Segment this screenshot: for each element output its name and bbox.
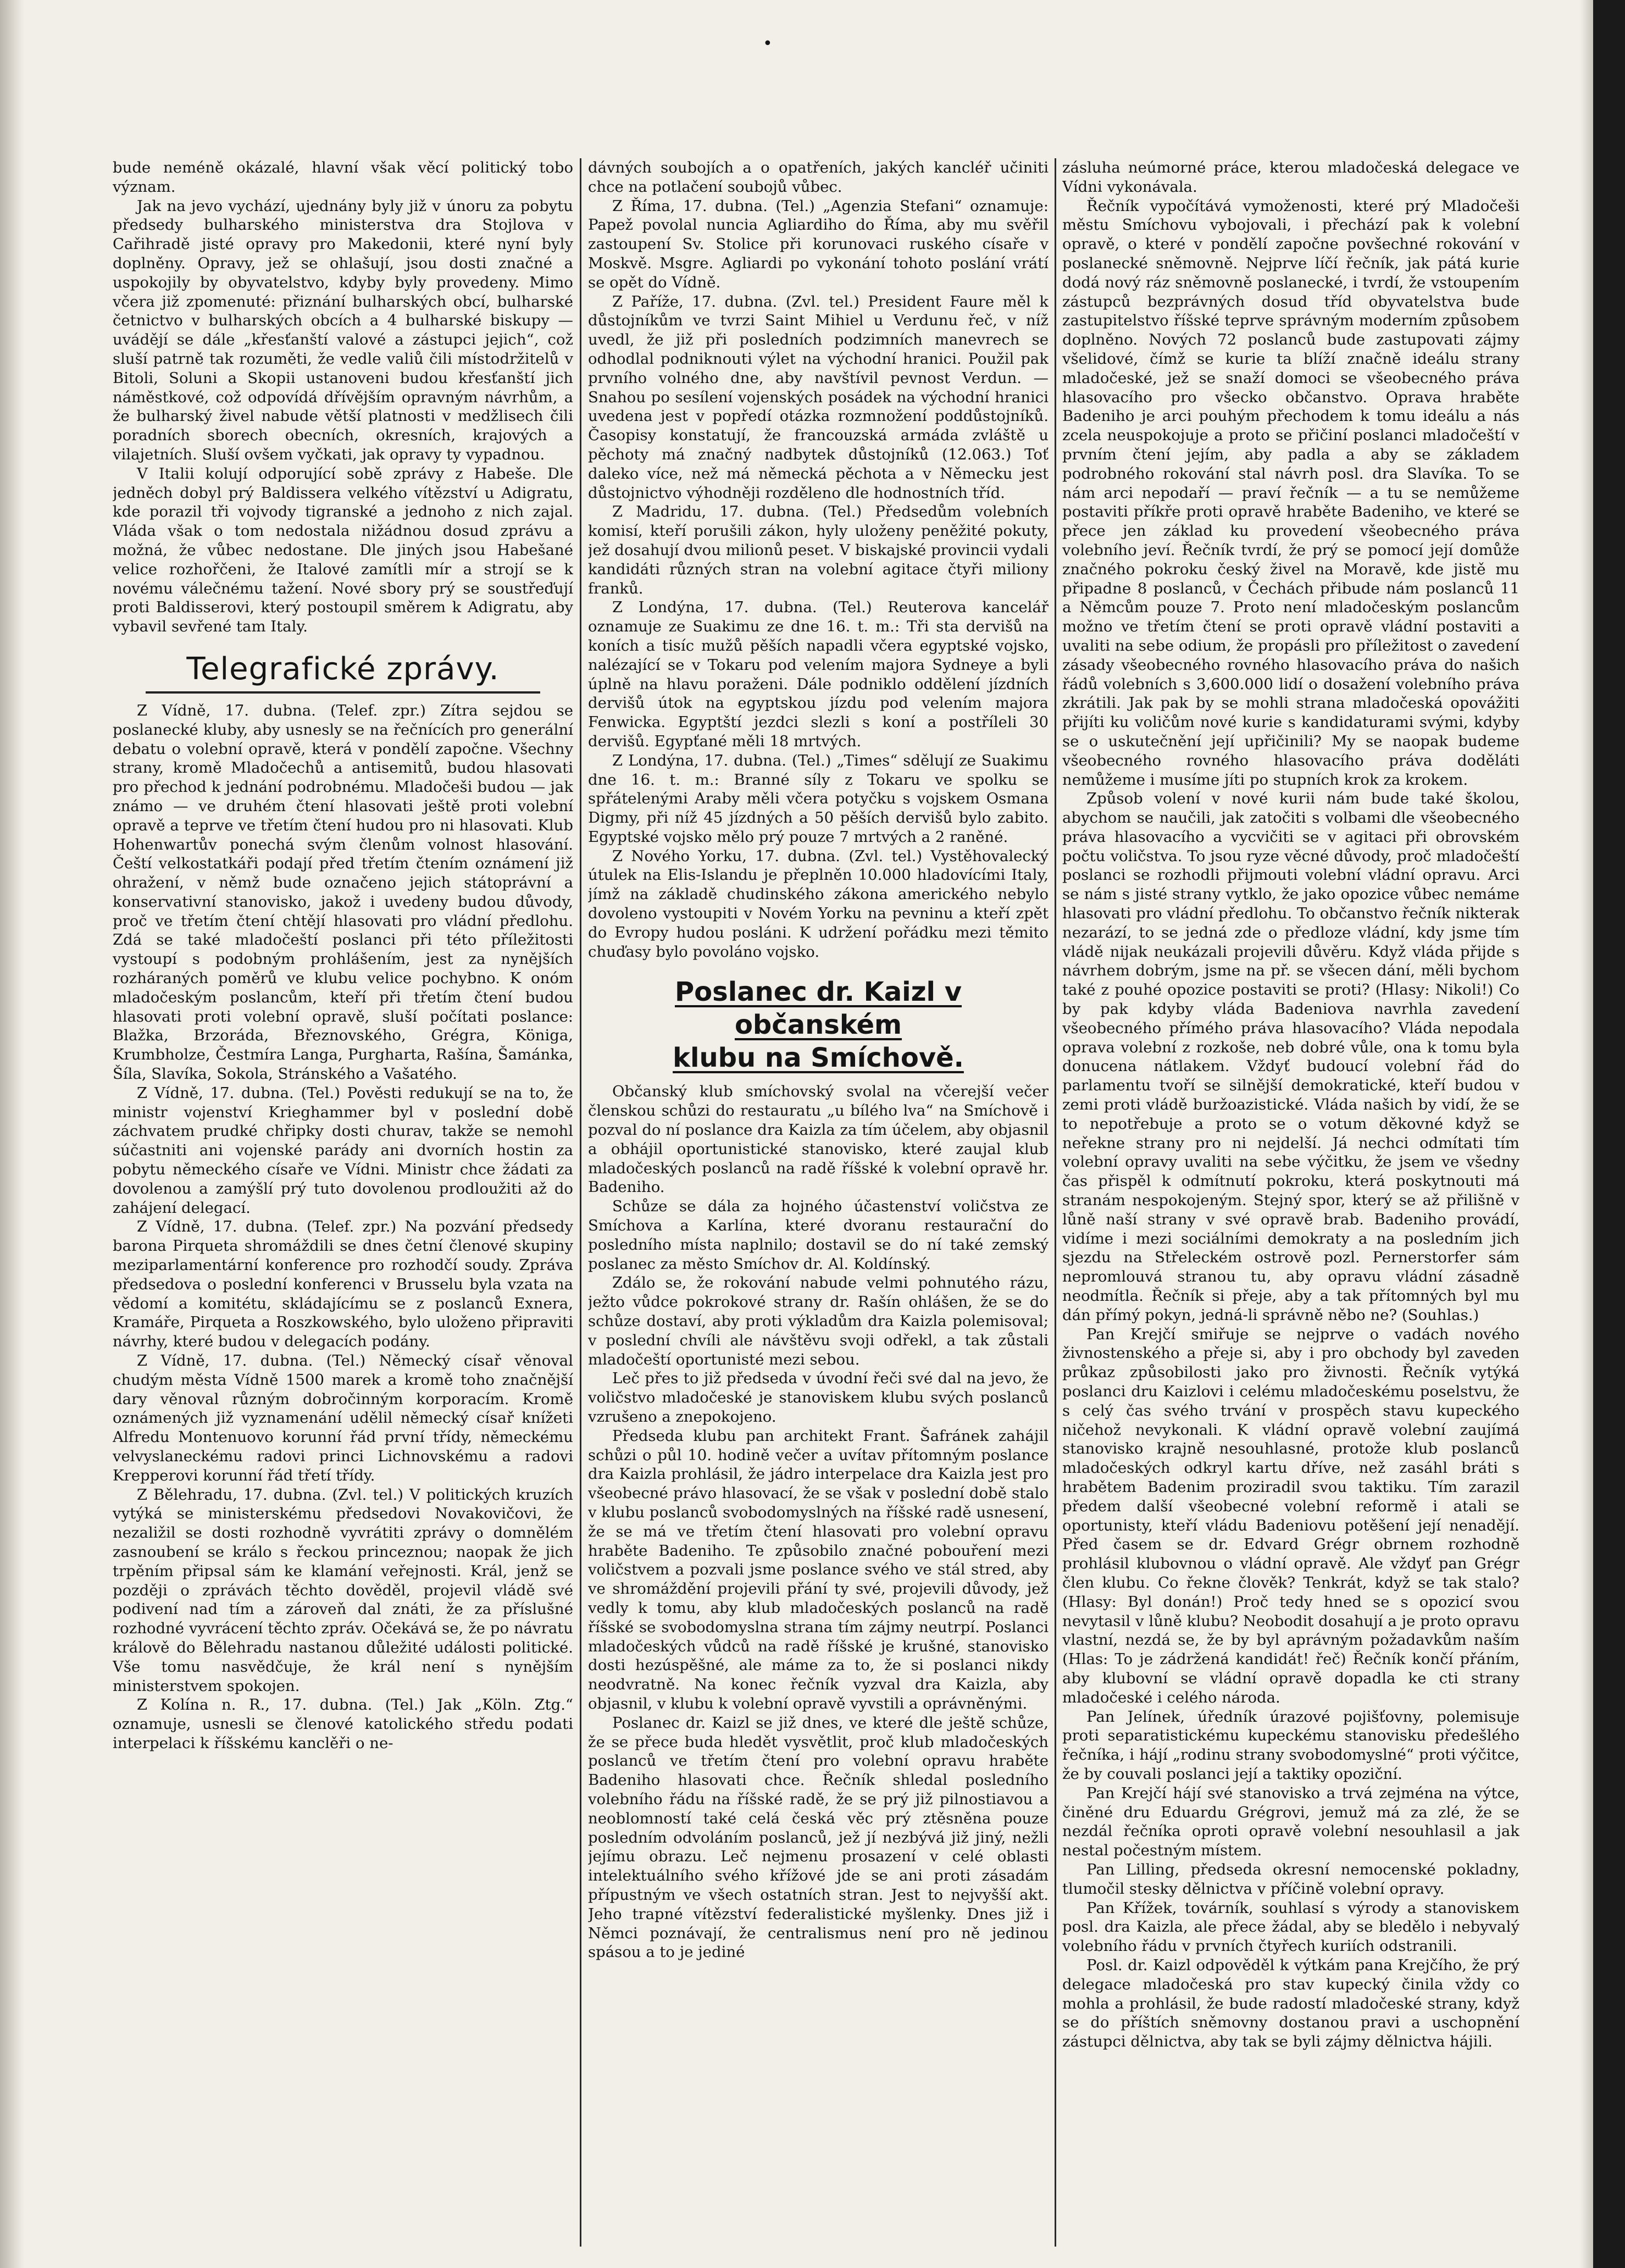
paragraph: V Italii kolují odporující sobě zprávy z Habeše. Dle jedněch dobyl prý Baldissera velkého vítězství u Adigratu, kde porazil tři vojvody tigranské a jednoho z nich zajal. Vláda však o tom nedostala nižádnou dosud zprávu a možná, že vůbec nedostane. Dle jiných jsou Habešané velice rozhořčeni, že Italové zamítli mír a strojí se k novému válečnému tažení. Nové sbory prý se soustřeďují proti Baldisserovi, který postoupil směrem k Adigratu, aby vybavil sevřené tam Italy. [113, 464, 573, 636]
column-3 [1062, 158, 1519, 2247]
telegram: Z Londýna, 17. dubna. (Tel.) Reuterova kancelář oznamuje ze Suakimu ze dne 16. t. m.: Tři sta dervišů na koních a tisíc mužů pěších napadli včera egyptské vojsko, nalézající se v Tokaru pod velením majora Sydneye a byli úplně na hlavu poraženi. Dále podniklo oddělení jízdních dervišů útok na egyptskou jízdu pod velením majora Fenwicka. Egyptští jezdci slezli s koní a postříleli 30 dervišů. Egypťané měli 18 mrtvých. [588, 598, 1049, 750]
paragraph: Schůze se dála za hojného účastenství voličstva ze Smíchova a Karlína, které dvoranu restaurační do posledního místa naplnilo; dostavil se do ní také zemský poslanec za město Smíchov dr. Al. Koldínský. [588, 1197, 1049, 1273]
top-mark: • [763, 34, 773, 53]
paragraph: Poslanec dr. Kaizl se již dnes, ve které dle ještě schůze, že se přece buda hledět vysvětlit, proč klub mladočeských poslanců ve třetím čtení pro volební opravu hraběte Badeniho hlasovati chce. Řečník shledal posledního volebního řádu na říšské radě, že se prý již pilnostiavou a neoblomností také celá česká věc prý ztěsněna pouze posledním odvoláním poslanců, jež jí nezbývá již jiný, nežli jejímu obrazu. Leč nejmenu prosazení v celé oblasti intelektuálního svého křížové jde se ani proti zásadám přípustným ve všech ostatních stran. Jest to nejvyšší akt. Jeho trapné vítězství federalistické myšlenky. Dnes již i Němci poznávají, že centralismus není pro ně jedinou spásou a to je jediné [588, 1714, 1049, 1961]
article-title [588, 975, 1049, 1074]
telegram: Z Říma, 17. dubna. (Tel.) „Agenzia Stefani“ oznamuje: Papež povolal nuncia Agliardiho do Říma, aby mu svěřil zastoupení Sv. Stolice při korunovaci ruského císaře v Moskvě. Msgre. Agliardi po vykonání tohoto poslání vrátí se opět do Vídně. [588, 197, 1049, 291]
paragraph: Pan Jelínek, úředník úrazové pojišťovny, polemisuje proti separatistickému kupeckému stanovisku předešlého řečníka, i hájí „rodinu strany svobodomyslné“ proti výčitce, že by couvali poslanci její a taktiky opoziční. [1062, 1707, 1519, 1783]
column-2 [588, 158, 1049, 2247]
telegram: Z Bělehradu, 17. dubna. (Zvl. tel.) V politických kruzích vytýká se ministerskému předsedovi Novakovičovi, že nezaližil se dosti rozhodně vyvrátiti zprávy o domnělém zasnoubení se králo s řeckou princeznou; naopak že jich trpěním připsal sám ke klamání veřejnosti. Král, jenž se později o zprávách těchto dověděl, projevil vládě své podivení nad tím a zároveň dal znáti, že za příslušné rozhodné vyvrácení těchto zpráv. Očekává se, že po návratu králově do Bělehradu nastanou důležité události politické. Vše tomu nasvědčuje, že král není s nynějším ministerstvem spokojen. [113, 1485, 573, 1695]
paragraph: Zdálo se, že rokování nabude velmi pohnutého rázu, ježto vůdce pokrokové strany dr. Rašín ohlášen, že se do schůze dostaví, aby proti výkladům dra Kaizla polemisoval; v poslední chvíli ale návštěvu svoji odřekl, a tak zůstali mladočeští oportunisté mezi sebou. [588, 1274, 1049, 1368]
paragraph: dávných soubojích a o opatřeních, jakých kancléř učiniti chce na potlačení soubojů vůbec. [588, 159, 1049, 196]
paragraph: Předseda klubu pan architekt Frant. Šafránek zahájil schůzi o půl 10. hodině večer a uvítav přítomným poslance dra Kaizla prohlásil, že jádro interpelace dra Kaizla jest pro všeobecné právo hlasovací, že se však v poslední době stalo v klubu poslanců svobodomyslných na říšské radě usnesení, že se má ve třetím čtení hlasovati pro volební opravu hraběte Badeniho. Te způsobilo značné pobouření mezi voličstvem a pozvali jsme poslance svého ve stál stred, aby ve shromáždění projevili přání ty své, projevili důvody, jež vedly k tomu, aby klub mladočeských poslanců na radě říšské se svobodomyslna strana tím zájmy neutrpí. Poslanci mladočeských vůdců na radě říšské je krušné, stanovisko dosti hezúspěšné, ale máme za to, že si poslanci nikdy neodvratně. Na konec řečník vyzval dra Kaizla, aby objasnil, v klubu k volební opravě vyvstili a oprávněnými. [588, 1427, 1049, 1712]
newspaper-page [113, 158, 1519, 2247]
paragraph: Způsob volení v nové kurii nám bude také školou, abychom se naučili, jak zatočiti s volbami dle všeobecného práva hlasovacího a vycvičiti se v agitaci při obrovském počtu voličstva. To jsou ryze věcné důvody, proč mladočeští poslanci se rozhodli přijmouti volební vládní opravu. Arci se nám s jisté strany vytklo, že jako opozice vůbec nemáme hlasovati pro vládní předlohu. To občanstvo řečník nikterak nezarází, to se jedná zde o předloze vládní, kdy jsme tím vládě nijak neukázali projevili důvěru. Když vláda přijde s návrhem dobrým, jsme na př. se všecen dání, měli bychom také z pouhé opozice postaviti se proti? (Hlasy: Nikoli!) Co by pak kdyby vláda Badeniova navrhla zavedení všeobecného přímého práva hlasovacího? Vláda nepodala oprava volební z rozkoše, neb dobré vůle, ona k tomu byla donucena nátlakem. Vždyť budoucí volební řád do parlamentu tvoří se silnější demokratické, kteří budou v zemi proti vládě buržoazistické. Vláda našich by vidí, že se to nepotřebuje a proto se o votum děkovné když se neřekne strany pro ni nejdelší. Já nechci odmítati tím volební opravy uvaliti na sebe výčitku, že jsem ve všedny čas přispěl k odmítnutí pokroku, která poskytnouti má stranám nespokojeným. Stejný spor, který se až přilišně v lůně naší strany v své opravě brab. Badeniho provádí, vidíme i mezi sociálními demokraty a na posledním jich sjezdu na Střeleckém ostrově pozl. Pernerstorfer sám nepromlouvá stranou tu, aby opravu vládní zásadně neodmítla. Řečník si přeje, aby a tak přítomných byl mu dán přímý pokyn, jedná-li správně něbo ne? (Souhlas.) [1062, 790, 1519, 1324]
paragraph: Pan Krejčí smiřuje se nejprve o vadách nového živnostenského a přeje si, aby i pro obchody byl zaveden průkaz způsobilosti jako pro živnosti. Řečník vytýká poslanci dru Kaizlovi i celému mladočeskému poselstvu, že s celý čas svého trvání v prospěch stavu kupeckého ničehož nevykonali. K vládní opravě volební zaujímá stanovisko krajně nesouhlasné, protože klub poslanců mladočeských odkryl kartu dříve, než zasáhl bráti s hrabětem Badenim proziradil svou taktiku. Tím zarazil předem další všeobecné volební reformě i atali se oportunisty, kteří vládu Badeniovu potěšení její nenadějí. Před časem se dr. Edvard Grégr obrnem rozhodně prohlásil klubovnou o vládní opravě. Ale vždyť pan Grégr člen klubu. Co řekne člověk? Tenkrát, když se tak stalo? (Hlasy: Byl donán!) Proč tedy hned se s opozicí svou nevytasil v lůně klubu? Neobodit dosahují a je proto opravu vlastní, nezdá se, že by byl aprávným požadavkům naším (Hlas: To je zádržená kandidát! řeč) Řečník končí přáním, aby klubovní se vládní opravě dopadla ke cti strany mladočeské i celého národa. [1062, 1325, 1519, 1706]
telegram: Z Vídně, 17. dubna. (Tel.) Pověsti redukují se na to, že ministr vojenství Krieghammer byl v poslední době záchvatem prudké chřipky dosti churav, takže se nemohl súčastniti ani vojenské parády ani dvorních hostin za pobytu německého císaře ve Vídni. Ministr chce žádati za dovolenou a zamýšlí prý tuto dovolenou prodloužiti až do zahájení delegací. [113, 1084, 573, 1217]
paragraph: Občanský klub smíchovský svolal na včerejší večer členskou schůzi do restauratu „u bílého lva“ na Smíchově i pozval do ní poslance dra Kaizla za tím účelem, aby objasnil a obhájil oportunistické stanovisko, které zaujal klub mladočeských poslanců na radě říšské k volební opravě hr. Badeniho. [588, 1083, 1049, 1196]
telegram: Z Vídně, 17. dubna. (Telef. zpr.) Zítra sejdou se poslanecké kluby, aby usnesly se na řečnících pro generální debatu o volební opravě, která v pondělí započne. Všechny strany, kromě Mladočechů a antisemitů, budou hlasovati pro přechod k jednání podrobnému. Mladočeši budou — jak známo — ve druhém čtení hlasovati ještě proti volební opravě a teprve ve třetím čtení hudou pro ni hlasovati. Klub Hohenwartův ponechá svým členům volnost hlasování. Čeští velkostatkáři podají před třetím čtením oznámení již ohražení, v němž bude označeno jejich státoprávní a konservativní stanovisko, jakož i uvedeny budou důvody, proč ve třetím čtení chtějí hlasovati pro vládní předlohu. Zdá se také mladočeští poslanci při této příležitosti vystoupí s podobným prohlášením, jest za nynějších rozháraných poměrů ve klubu velice pochybno. K onóm mladočeským poslancům, kteří při třetím čtení budou hlasovati proti volební opravě, sluší počítati poslance: Blažka, Brzoráda, Březnovského, Grégra, Königa, Krumbholze, Čestmíra Langa, Purghartа, Rašína, Šamánka, Šíla, Slavíka, Sokola, Stránského a Vašatého. [113, 701, 573, 1083]
paragraph: Pan Krejčí hájí své stanovisko a trvá zejména na výtce, činěné dru Eduardu Grégrovi, jemuž má za zlé, že se nezdál řečníka oproti opravě volební nesouhlasil a jak nestal počestným místem. [1062, 1784, 1519, 1860]
column-1 [113, 158, 573, 2247]
article-title-line: klubu na Smíchově. [673, 1042, 964, 1074]
paragraph: zásluha neúmorné práce, kterou mladočeská delegace ve Vídni vykonávala. [1062, 159, 1519, 196]
paragraph: bude neméně okázalé, hlavní však věcí politický tobo význam. [113, 159, 573, 196]
paragraph: Pan Lilling, předseda okresní nemocenské pokladny, tlumočil stesky dělnictva v příčině volební opravy. [1062, 1860, 1519, 1898]
scan-edge-right [1593, 0, 1625, 2268]
scan-edge-left [0, 0, 24, 2268]
scan-shadow-right [1580, 0, 1593, 2268]
paragraph: Jak na jevo vychází, ujednány byly již v únoru za pobytu předsedy bulharského ministerstva dra Stojlova v Cařihradě jisté opravy pro Makedonii, které nyní byly doplněny. Opravy, jež se ohlašují, jsou dosti značné a uspokojily by obyvatelstvo, kdyby byly provedeny. Mimo včera již zpomenuté: přiznání bulharských obcí, bulharské četnictvo v bulharských obcích a 4 bulharské biskupy — uvádějí se dále „křesťanští valové a zástupci jejich“, což sluší patrně tak rozuměti, že vedle valiů čili místodržitelů v Bitoli, Soluni a Skopii ustanoveni budou křesťanští jich náměstkové, což odpovídá dřívějším opravným návrhům, a že bulharský živel nabude větší platnosti v medžlisech čili poradních sborech obecních, okresních, krajových a vilajetních. Sluší ovšem vyčkati, jak opravy ty vypadnou. [113, 197, 573, 463]
column-rule-left [580, 158, 581, 2247]
telegram: Z Nového Yorku, 17. dubna. (Zvl. tel.) Vystěhovalecký útulek na Elis-Islandu je přeplněn 10.000 hladovícími Italy, jímž na základě chudinského zákona amerického nebylo dovoleno vystoupiti v Novém Yorku na pevninu a kteří zpět do Evropy hudou posláni. K udržení pořádku mezi těmito chuďasy bylo povoláno vojsko. [588, 847, 1049, 961]
section-rule [146, 691, 540, 694]
article-title-line: Poslanec dr. Kaizl v občanském [674, 977, 962, 1041]
paragraph: Posl. dr. Kaizl odpověděl k výtkám pana Krejčího, že prý delegace mladočeská pro stav kupecký činila vždy co mohla a prohlásil, že bude radostí mladočeské strany, když se do příštích sněmovny dostanou pravi a uschopnění zástupci dělnictva, aby tak se byli zájmy dělnictva hájili. [1062, 1956, 1519, 2051]
telegram: Z Vídně, 17. dubna. (Telef. zpr.) Na pozvání předsedy barona Pirqueta shromáždili se dnes četní členové skupiny meziparlamentární konference pro rozhodčí soudy. Zpráva předsedova o poslední konferenci v Brusselu byla vzata na vědomí a komitétu, skládajícímu se z poslanců Exnera, Kramáře, Pirqueta a Roszkowského, bylo uloženo připraviti návrhy, které budou v delegacích podány. [113, 1218, 573, 1351]
paragraph: Pan Křížek, továrník, souhlasí s výrody a stanoviskem posl. dra Kaizla, ale přece žádal, aby se bledělo i nebyvalý volebního řádu v prvních čtyřech kuriích odstranili. [1062, 1899, 1519, 1955]
paragraph: Řečník vypočítává vymoženosti, které prý Mladočeši městu Smíchovu vybojovali, i přechází pak k volební opravě, o které v pondělí započne povšechné rokování v poslanecké sněmovně. Nejprve líčí řečník, jak pátá kurie dodá nový ráz sněmovně poslanecké, i tvrdí, že vstoupením zástupců bezprávných dosud tříd obyvatelstva bude zastupitelstvo říšské teprve správným moderním způsobem doplněno. Nových 72 poslanců bude zastupovati zájmy všelidové, čímž se kurie ta blíží značně ideálu strany mladočeské, jež se snaží domoci se všeobecného práva hlasovacího pro všecko občanstvo. Oprava hraběte Badeniho je arci pouhým přechodem k tomu ideálu a nás zcela neuspokojuje a proto se přičiní poslanci mladočeští v prvním čtení jejím, aby padla a aby se základem podrobného rokování stal návrh posl. dra Slavíka. To se nám arci nepodaří — praví řečník — a tu se nemůžeme postaviti příkře proti opravě hraběte Badeniho, ve které se přece jen základ ku provedení všeobecného práva volebního jeví. Řečník tvrdí, že prý se pomocí její domůže značného pokroku český živel na Moravě, kde jistě mu připadne 8 poslanců, v Čechách přibude nám poslanců 11 a Němcům pouze 7. Proto není mladočeským poslancům možno ve třetím čtení se proti opravě vládní postaviti a uvaliti na sebe odium, že propásli pro příležitost o zavedení zásady všeobecného rovného hlasovacího práva do našich řádů volebních s 3,600.000 lidí o dosažení volebního práva zkrátili. Jak pak by se mohli strana mladočeská opovážiti přijíti ku voličům nové kurie s kandidaturami svými, kdyby se o uskutečnění její upřičinili? My se naopak budeme všeobecného rovného hlasovacího práva doděláti nemůžeme i musíme jíti po stupních krok za krokem. [1062, 197, 1519, 789]
telegram: Z Londýna, 17. dubna. (Tel.) „Times“ sdělují ze Suakimu dne 16. t. m.: Branné síly z Tokaru ve spolku se spřátelenými Araby měli včera potyčku s vojskem Osmana Digmy, při níž 45 jízdných a 50 pěších dervišů bylo zabito. Egyptské vojsko mělo prý pouze 7 mrtvých a 2 raněné. [588, 751, 1049, 846]
telegram: Z Paříže, 17. dubna. (Zvl. tel.) President Faure měl k důstojníkům ve tvrzi Saint Mihiel u Verdunu řeč, v níž uvedl, že již při posledních podzimních manevrech se odhodlal podniknouti výlet na východní hranici. Použil pak prvního volného dne, aby navštívil pevnost Verdun. — Snahou po sesílení vojenských posádek na východní hranici uvedena jest v popředí otázka rozmnožení poddůstojníků. Časopisy konstatují, že francouzská armáda zvláště u pěchoty má značný nadbytek důstojníků (12.063.) Toť daleko více, než má německá pěchota a v Německu jest důstojnictvo výhodněji rozděleno dle hodnostních tříd. [588, 292, 1049, 502]
paragraph: Leč přes to již předseda v úvodní řeči své dal na jevo, že voličstvo mladočeské je stanoviskem klubu svých poslanců vzrušeno a znepokojeno. [588, 1369, 1049, 1426]
telegram: Z Vídně, 17. dubna. (Tel.) Německý císař věnoval chudým města Vídně 1500 marek a kromě toho značnější dary věnoval různým dobročinným korporacím. Kromě oznámených již vyznamenání udělil německý císař knížeti Alfredu Montenuovo korunní řád první třídy, německému velvyslaneckému radovi princi Lichnovskému a radovi Krepperovi korunní řád třetí třídy. [113, 1352, 573, 1484]
column-rule-right [1055, 158, 1056, 2247]
telegram: Z Madridu, 17. dubna. (Tel.) Předsedům volebních komisí, kteří porušili zákon, hyly uloženy peněžité pokuty, jež dosahují dvou milionů peset. V biskajské provincii vydali kandidáti různých stran na volební agitace čtyři miliony franků. [588, 503, 1049, 597]
section-title: Telegrafické zprávy. [186, 651, 500, 687]
telegram: Z Kolína n. R., 17. dubna. (Tel.) Jak „Köln. Ztg.“ oznamuje, usnesli se členové katolického středu podati interpelaci k říšskému kanclěři o ne- [113, 1696, 573, 1752]
